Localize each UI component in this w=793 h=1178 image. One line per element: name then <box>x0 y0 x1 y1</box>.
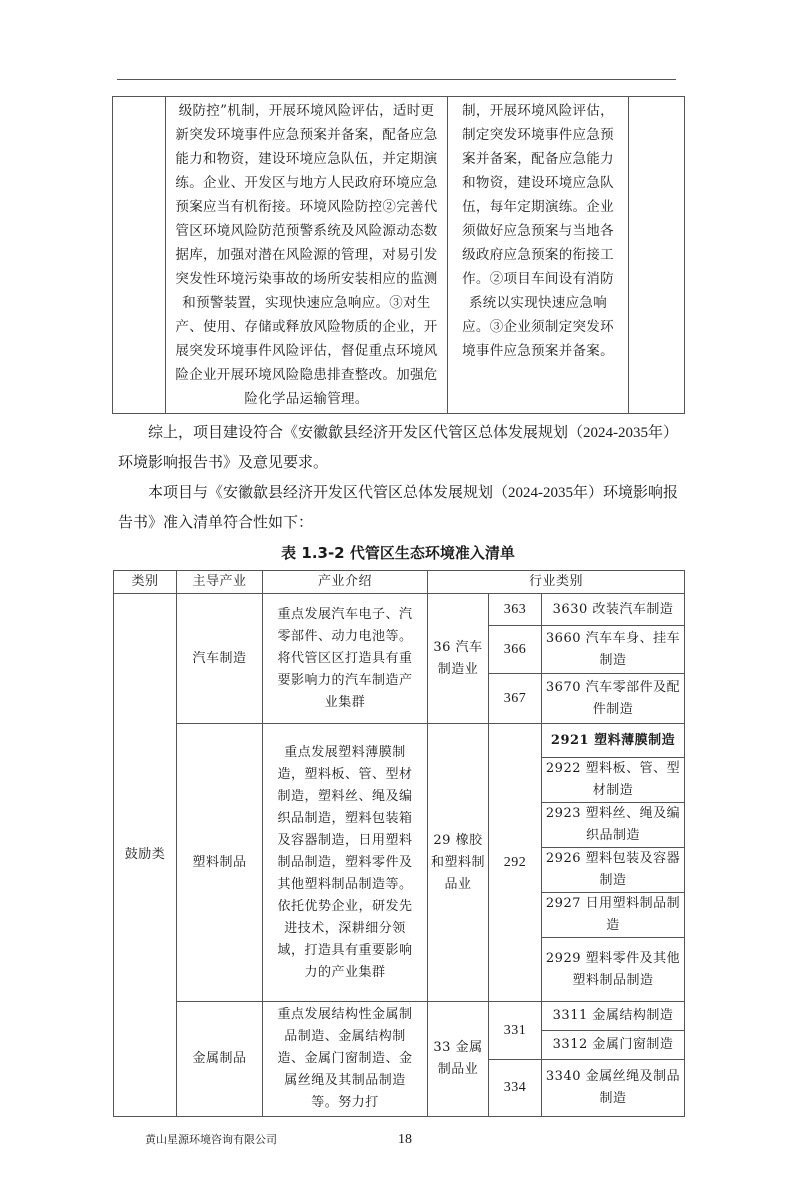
access-list-table <box>113 570 685 1117</box>
item-cell: 3630 改装汽车制造 <box>542 594 685 626</box>
table-row <box>114 1002 685 1031</box>
header-intro: 产业介绍 <box>263 571 428 594</box>
intro-cell: 重点发展塑料薄膜制造，塑料板、管、型材制造，塑料丝、绳及编织品制造，塑料包装箱及容器制造，日用塑料制品制造，塑料零件及其他塑料制品制造等。依托优势企业，研发先进技术，深耕细分领域，打造具有重要影响力的产业集群 <box>263 724 428 1002</box>
project-status-cell: 制，开展环境风险评估，制定突发环境事件应急预案并备案，配备应急能力和物资，建设环境应急队伍，每年定期演练。企业须做好应急预案与当地各级政府应急预案的衔接工作。②项目车间设有消防系统以实现快速应急响应。③企业须制定突发环境事件应急预案并备案。 <box>448 97 629 414</box>
page-footer <box>112 1131 684 1148</box>
page-number: 18 <box>398 1132 412 1147</box>
industry-cell: 汽车制造 <box>177 594 263 724</box>
header-category: 类别 <box>114 571 177 594</box>
paragraph-conclusion: 综上，项目建设符合《安徽歙县经济开发区代管区总体发展规划（2024-2035年）环境影响报告书》及意见要求。 <box>118 425 678 471</box>
table-caption: 表 1.3-2 代管区生态环境准入清单 <box>281 544 515 562</box>
footer-company: 黄山星源环境咨询有限公司 <box>145 1133 277 1146</box>
code-cell: 363 <box>489 594 542 626</box>
code-cell: 331 <box>489 1002 542 1060</box>
table-row <box>114 724 685 758</box>
empty-cell <box>113 97 166 414</box>
plan-requirement-cell: 级防控”机制，开展环境风险评估，适时更新突发环境事件应急预案并备案，配备应急能力和物资，建设环境应急队伍，并定期演练。企业、开发区与地方人民政府环境应急预案应当有机衔接。环境风险防控②完善代管区环境风险防范预警系统及风险源动态数据库，加强对潜在风险源的管理，对易引发突发性环境污染事故的场所安装相应的监测和预警装置，实现快速应急响应。③对生产、使用、存储或释放风险物质的企业，开展突发环境事件风险评估，督促重点环境风险企业开展环境风险隐患排查整改。加强危险化学品运输管理。 <box>166 97 448 414</box>
item-cell: 3311 金属结构制造 <box>542 1002 685 1031</box>
item-cell: 2927 日用塑料制品制造 <box>542 893 685 938</box>
item-cell: 2926 塑料包装及容器制造 <box>542 848 685 893</box>
table-header-row <box>114 571 685 594</box>
header-industry: 主导产业 <box>177 571 263 594</box>
continuation-table <box>112 96 685 414</box>
industry-cell: 金属制品 <box>177 1002 263 1117</box>
item-cell: 2923 塑料丝、绳及编织品制造 <box>542 803 685 848</box>
industry-cell: 塑料制品 <box>177 724 263 1002</box>
item-cell: 2929 塑料零件及其他塑料制品制造 <box>542 938 685 1002</box>
code-cell: 292 <box>489 724 542 1002</box>
table-row <box>113 97 685 414</box>
item-cell: 2922 塑料板、管、型材制造 <box>542 758 685 803</box>
code-cell: 334 <box>489 1060 542 1117</box>
header-sector: 行业类别 <box>428 571 685 594</box>
intro-cell: 重点发展汽车电子、汽零部件、动力电池等。将代管区区打造具有重要影响力的汽车制造产业集群 <box>263 594 428 724</box>
category-cell: 鼓励类 <box>114 594 177 1117</box>
intro-cell: 重点发展结构性金属制品制造、金属结构制造、金属门窗制造、金属丝绳及其制品制造等。努力打 <box>263 1002 428 1117</box>
paragraph-intro: 本项目与《安徽歙县经济开发区代管区总体发展规划（2024-2035年）环境影响报告书》准入清单符合性如下： <box>118 485 678 531</box>
sector-cell: 33 金属制品业 <box>428 1002 489 1117</box>
item-cell: 3670 汽车零部件及配件制造 <box>542 674 685 724</box>
table-row <box>114 594 685 626</box>
code-cell: 366 <box>489 626 542 674</box>
item-cell: 3660 汽车车身、挂车制造 <box>542 626 685 674</box>
item-cell: 3312 金属门窗制造 <box>542 1031 685 1060</box>
sector-cell: 36 汽车制造业 <box>428 594 489 724</box>
item-cell-highlighted: 2921 塑料薄膜制造 <box>542 724 685 758</box>
sector-cell: 29 橡胶和塑料制品业 <box>428 724 489 1002</box>
header-rule <box>117 79 676 80</box>
code-cell: 367 <box>489 674 542 724</box>
empty-cell <box>629 97 685 414</box>
item-cell: 3340 金属丝绳及制品制造 <box>542 1060 685 1117</box>
